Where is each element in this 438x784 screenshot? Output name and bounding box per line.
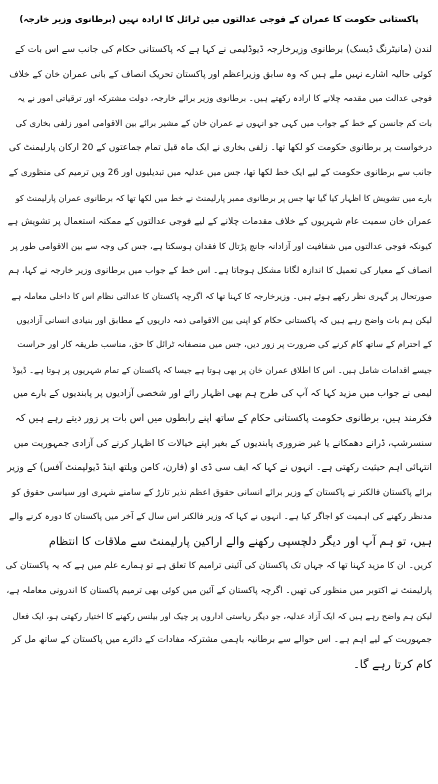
article-line: پارلیمنٹ نے اکتوبر میں منظور کی تھیں۔ اگرچہ پاکستان کے آئین میں کوئی بھی ترمیم پاکستان کا اندرونی معاملہ ہے، bbox=[6, 586, 432, 597]
article-line: کام کرتا رہے گا۔ bbox=[353, 657, 432, 671]
article-line: عمران خان سمیت عام شہریوں کے خلاف مقدمات چلانے کے لیے فوجی عدالتوں کے ممکنہ استعمال پر تشویش ہے bbox=[7, 217, 432, 228]
article-line: درخواست پر برطانوی حکومت کو لکھا تھا۔ زلفی بخاری نے ایک ماہ قبل تمام جماعتوں کے 20 ارکان پارلیمنٹ کی bbox=[8, 143, 432, 154]
article-body bbox=[6, 38, 432, 677]
article-line: لندن (مانیٹرنگ ڈیسک) برطانوی وزیرخارجہ ڈیوڈلیمی نے کہا ہے کہ پاکستانی حکام کی جانب سے اس بات کے bbox=[14, 44, 432, 55]
article-line: فوجی عدالت میں مقدمہ چلانے کا ارادہ رکھتے ہیں۔ برطانوی وزیر برائے خارجہ، دولت مشترکہ اور ترقیاتی امور نے یہ bbox=[17, 94, 432, 105]
article-line: صورتحال پر گہری نظر رکھے ہوئے ہیں۔ وزیرخارجہ کا کہنا تھا کہ اگرچہ پاکستان کا عدالتی نظام اس کا داخلی معاملہ ہے bbox=[11, 290, 432, 301]
article-line: انتہائی اہم حیثیت رکھتی ہے۔ انہوں نے کہا کہ ایف سی ڈی او (فارن، کامن ویلتھ اینڈ ڈیولپمنٹ آفس) کے وزیر bbox=[7, 462, 432, 474]
article-line: کریں۔ ان کا مزید کہنا تھا کہ جہاں تک پاکستان کی آئینی ترامیم کا تعلق ہے تو ہمارے علم میں ہے کہ یہ پاکستان کی bbox=[6, 561, 432, 572]
article-line: جیسے اقدامات شامل ہیں۔ اس کا اطلاق عمران خان پر بھی ہوتا ہے جیسا کہ پاکستان کے تمام شہریوں پر ہوتا ہے۔ ڈیوڈ bbox=[12, 364, 432, 375]
article-line: کیونکہ فوجی عدالتوں میں شفافیت اور آزادانہ جانچ پڑتال کا فقدان ہوسکتا ہے، جس کی وجہ سے بین الاقوامی طور پر bbox=[10, 241, 432, 252]
article-line: ہیں، تو ہم آپ اور دیگر دلچسپی رکھنے والے اراکین پارلیمنٹ سے ملاقات کا انتظام bbox=[48, 534, 432, 548]
article-line: جانب سے برطانوی حکومت کے لیے ایک خط لکھا تھا، جس میں عدلیہ میں تبدیلیوں اور 26 ویں ترمیم کی منظوری کے bbox=[8, 167, 432, 178]
article-headline: پاکستانی حکومت کا عمران کے فوجی عدالتوں میں ٹرائل کا ارادہ نہیں (برطانوی وزیر خارجہ) bbox=[19, 15, 419, 25]
article-line: لیکن ہم بات واضح رہے ہیں کہ پاکستانی حکام کو اپنی بین الاقوامی ذمہ داریوں کے مطابق اور بنیادی انسانی آزادیوں bbox=[16, 315, 432, 326]
article-line: انصاف کے معیار کی تعمیل کا اندازہ لگانا مشکل ہوجاتا ہے۔ اس خط کے جواب میں برطانوی وزیر خارجہ نے کہا، ہم bbox=[8, 266, 432, 277]
article-line: بارے میں تشویش کا اظہار کیا گیا تھا جس پر برطانوی ممبر پارلیمنٹ نے خط میں لکھا تھا کہ برطانوی عمران پارلیمنٹ کو bbox=[15, 192, 432, 203]
article-line: جمہوریت کے لیے اہم ہے۔ اس حوالے سے برطانیہ باہمی مشترکہ مفادات کے دائرے میں پاکستان کے ساتھ مل کر bbox=[12, 635, 432, 646]
article-line: فکرمند ہیں، برطانوی حکومت پاکستانی حکام کے ساتھ اپنے رابطوں میں اس بات پر زور دیتے رہے ہیں کہ bbox=[15, 412, 432, 424]
article-line: لیکن ہم واضح رہے ہیں کہ ایک آزاد عدلیہ، جو دیگر ریاستی اداروں پر چیک اور بیلنس رکھنے کا اختیار رکھتی ہو، ایک فعال bbox=[12, 610, 432, 621]
article-line: لیمی نے جواب میں مزید کہا کہ آپ کی طرح ہم بھی اظہار رائے اور شخصی آزادیوں پر پابندیوں کے بارے میں bbox=[13, 388, 432, 400]
article-line: سنسرشپ، ڈرانے دھمکانے یا غیر ضروری پابندیوں کے بغیر اپنے خیالات کا اظہار کرنے کی آزادی جمہوریت میں bbox=[13, 437, 432, 449]
article-line: کے احترام کے ساتھ کام کرنے کی ضرورت پر زور دیں، جس میں منصفانہ ٹرائل کا حق، مناسب طریقہ کار اور حراست bbox=[17, 340, 432, 351]
article-line: مدنظر رکھنے کی اہمیت کو اجاگر کیا ہے۔ انہوں نے کہا کہ وزیر فالکنر اس سال کے آخر میں پاکستان کا دورہ کرنے والے bbox=[9, 512, 432, 523]
article-line: کوئی حالیہ اشارے نہیں ملے ہیں کہ وہ سابق وزیراعظم اور پاکستان تحریک انصاف کے بانی عمران خان کے خلاف bbox=[9, 69, 432, 80]
article-line: برائے پاکستان فالکنر نے پاکستان کے وزیر برائے انسانی حقوق اعظم نذیر تارڑ کے سامنے شہری اور سیاسی حقوق کو bbox=[11, 487, 432, 498]
article-line: بات کم جانسن کے خط کے جواب میں کہی جو انہوں نے عمران خان کے مشیر برائے بین الاقوامی امور زلفی بخاری کی bbox=[15, 118, 432, 129]
